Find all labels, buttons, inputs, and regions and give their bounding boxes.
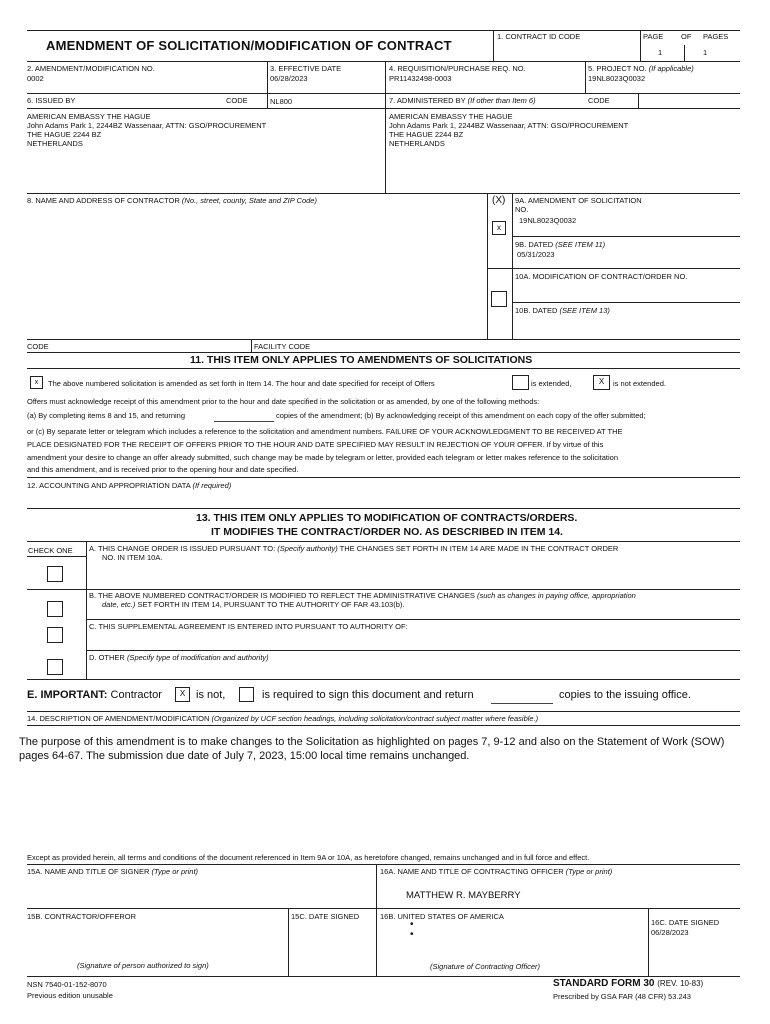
item-13c-checkbox[interactable] <box>47 627 63 643</box>
item-10a-checkbox[interactable] <box>491 291 507 307</box>
page-label: PAGE <box>643 32 664 41</box>
not-extended-checkbox[interactable]: X <box>593 375 610 390</box>
admin-code-label: CODE <box>588 96 610 105</box>
item-9a-label: 9A. AMENDMENT OF SOLICITATION NO. <box>515 196 642 214</box>
requisition-label: 4. REQUISITION/PURCHASE REQ. NO. <box>389 64 526 73</box>
item-10b-label: 10B. DATED (SEE ITEM 13) <box>515 306 610 315</box>
item-11-heading: 11. THIS ITEM ONLY APPLIES TO AMENDMENTS OF SOLICITATIONS <box>190 354 533 366</box>
project-no-label: 5. PROJECT NO. (If applicable) <box>588 64 694 73</box>
requisition-value[interactable]: PR11432498-0003 <box>389 74 452 83</box>
contractor-date-signed-label: 15C. DATE SIGNED <box>291 912 360 921</box>
not-extended-label: is not extended. <box>613 379 666 388</box>
item-11-text-p2b: copies of the amendment; (b) By acknowledging receipt of this amendment on each copy of the offer submitted; <box>276 411 646 420</box>
contract-id-label: 1. CONTRACT ID CODE <box>497 32 581 41</box>
administered-by-label: 7. ADMINISTERED BY (If other than Item 6) <box>389 96 536 105</box>
contractor-label: 8. NAME AND ADDRESS OF CONTRACTOR (No., street, county, State and ZIP Code) <box>27 196 317 205</box>
previous-edition: Previous edition unusable <box>27 991 113 1000</box>
copies-label: copies to the issuing office. <box>559 689 691 701</box>
item-11-text-p6: and this amendment, and is received prior to the opening hour and date specified. <box>27 465 299 474</box>
item-11-line1: The above numbered solicitation is amended as set forth in Item 14. The hour and date specified for receipt of Offers <box>48 379 435 388</box>
officer-name-label: 16A. NAME AND TITLE OF CONTRACTING OFFICER (Type or print) <box>380 867 613 876</box>
item-13a-text: A. THIS CHANGE ORDER IS ISSUED PURSUANT TO: (Specify authority) THE CHANGES SET FORTH IN ITEM 14 ARE MADE IN THE CONTRACT ORDER NO. IN ITEM 10A. <box>89 544 619 562</box>
issued-code-label: CODE <box>226 96 248 105</box>
standard-form-label: STANDARD FORM 30 (REV. 10-83) <box>553 978 704 989</box>
signer-name-label: 15A. NAME AND TITLE OF SIGNER (Type or print) <box>27 867 199 876</box>
item-11-text-p3: or (c) By separate letter or telegram which includes a reference to the solicitation and amendment numbers. FAILURE OF YOUR ACKNOWLEDGMENT TO BE RECEIVED AT THE <box>27 427 623 436</box>
x-column-label: (X) <box>492 195 506 206</box>
contractor-code-label: CODE <box>27 342 49 351</box>
item-13-heading-1: 13. THIS ITEM ONLY APPLIES TO MODIFICATION OF CONTRACTS/ORDERS. <box>196 512 578 524</box>
pages-value: 1 <box>703 48 708 57</box>
nsn-number: NSN 7540-01-152-8070 <box>27 980 107 989</box>
item-14-description: The purpose of this amendment is to make changes to the Solicitation as highlighted on pages 7, 9-12 and also on the Statement of Work (SOW) pages 64-67. The submission due date of July 7, 2023, 15:00 local time remains unchanged. <box>19 736 725 762</box>
officer-signature-caption: (Signature of Contracting Officer) <box>430 962 541 971</box>
facility-code-label: FACILITY CODE <box>254 342 311 351</box>
is-not-label: is not, <box>196 689 226 701</box>
item-9a-value[interactable]: 19NL8023Q0032 <box>519 216 577 225</box>
officer-date-signed-label: 16C. DATE SIGNED <box>651 918 720 927</box>
item-13c-text: C. THIS SUPPLEMENTAL AGREEMENT IS ENTERED INTO PURSUANT TO AUTHORITY OF: <box>89 622 408 631</box>
important-row: E. IMPORTANT: Contractor <box>27 689 162 701</box>
contractor-offeror-label: 15B. CONTRACTOR/OFFEROR <box>27 912 137 921</box>
item-9b-value[interactable]: 05/31/2023 <box>517 250 555 259</box>
issued-by-label: 6. ISSUED BY <box>27 96 76 105</box>
item-11-amended-checkbox[interactable]: x <box>30 376 43 389</box>
item-13-heading-2: IT MODIFIES THE CONTRACT/ORDER NO. AS DESCRIBED IN ITEM 14. <box>211 526 563 538</box>
pages-label: PAGES <box>703 32 729 41</box>
effective-date-value[interactable]: 06/28/2023 <box>270 74 308 83</box>
copies-returned-field[interactable] <box>214 421 274 422</box>
is-not-required-checkbox[interactable]: X <box>175 687 190 702</box>
is-required-checkbox[interactable] <box>239 687 254 702</box>
page-value: 1 <box>658 48 663 57</box>
of-label: OF <box>681 32 692 41</box>
effective-date-label: 3. EFFECTIVE DATE <box>270 64 342 73</box>
signature-dots: • • <box>410 919 414 940</box>
is-extended-label: is extended, <box>531 379 572 388</box>
form-title: AMENDMENT OF SOLICITATION/MODIFICATION OF CONTRACT <box>46 38 452 53</box>
is-extended-checkbox[interactable] <box>512 375 529 390</box>
officer-date-signed-value[interactable]: 06/28/2023 <box>651 928 689 937</box>
item-10a-label: 10A. MODIFICATION OF CONTRACT/ORDER NO. <box>515 272 688 281</box>
item-9b-label: 9B. DATED (SEE ITEM 11) <box>515 240 606 249</box>
amendment-no-value[interactable]: 0002 <box>27 74 44 83</box>
item-11-text-p2a: (a) By completing items 8 and 15, and returning <box>27 411 186 420</box>
item-13a-checkbox[interactable] <box>47 566 63 582</box>
item-11-text-p1: Offers must acknowledge receipt of this amendment prior to the hour and date specified in the solicitation or as amended, by one of the following methods: <box>27 397 540 406</box>
item-9a-checkbox[interactable]: x <box>492 221 506 235</box>
check-one-label: CHECK ONE <box>28 546 73 555</box>
item-13b-text: B. THE ABOVE NUMBERED CONTRACT/ORDER IS MODIFIED TO REFLECT THE ADMINISTRATIVE CHANGES (such as changes in paying office, appropriation date, etc.) SET FORTH IN ITEM 14, PURSUANT TO THE AUTHORITY OF FAR 43.103(b). <box>89 591 636 609</box>
except-text: Except as provided herein, all terms and conditions of the document referenced in Item 9A or 10A, as heretofore changed, remains unchanged and in full force and effect. <box>27 853 590 862</box>
amendment-no-label: 2. AMENDMENT/MODIFICATION NO. <box>27 64 155 73</box>
administrator-address: AMERICAN EMBASSY THE HAGUE John Adams Park 1, 2244BZ Wassenaar, ATTN: GSO/PROCUREMENT THE HAGUE 2244 BZ NETHERLANDS <box>389 112 629 148</box>
prescribed-by: Prescribed by GSA FAR (48 CFR) 53.243 <box>553 992 691 1001</box>
united-states-label: 16B. UNITED STATES OF AMERICA <box>380 912 504 921</box>
officer-name[interactable]: MATTHEW R. MAYBERRY <box>406 890 521 901</box>
item-13d-text: D. OTHER (Specify type of modification and authority) <box>89 653 269 662</box>
issuer-address: AMERICAN EMBASSY THE HAGUE John Adams Park 1, 2244BZ Wassenaar, ATTN: GSO/PROCUREMENT THE HAGUE 2244 BZ NETHERLANDS <box>27 112 267 148</box>
item-13b-checkbox[interactable] <box>47 601 63 617</box>
issued-code-value[interactable]: NL800 <box>270 97 293 106</box>
is-required-label: is required to sign this document and return <box>262 689 474 701</box>
item-13d-checkbox[interactable] <box>47 659 63 675</box>
signer-signature-caption: (Signature of person authorized to sign) <box>77 961 209 970</box>
project-no-value[interactable]: 19NL8023Q0032 <box>588 74 646 83</box>
item-12-label: 12. ACCOUNTING AND APPROPRIATION DATA (If required) <box>27 481 232 490</box>
item-14-label: 14. DESCRIPTION OF AMENDMENT/MODIFICATION (Organized by UCF section headings, including solicitation/contract subject matter where feasible.) <box>27 714 539 723</box>
copies-return-field[interactable] <box>491 703 553 704</box>
item-11-text-p4: PLACE DESIGNATED FOR THE RECEIPT OF OFFERS PRIOR TO THE HOUR AND DATE SPECIFIED MAY RESULT IN REJECTION OF YOUR OFFER. If by virtue of this <box>27 440 604 449</box>
item-11-text-p5: amendment your desire to change an offer already submitted, such change may be made by telegram or letter, provided each telegram or letter makes reference to the solicitation <box>27 453 619 462</box>
